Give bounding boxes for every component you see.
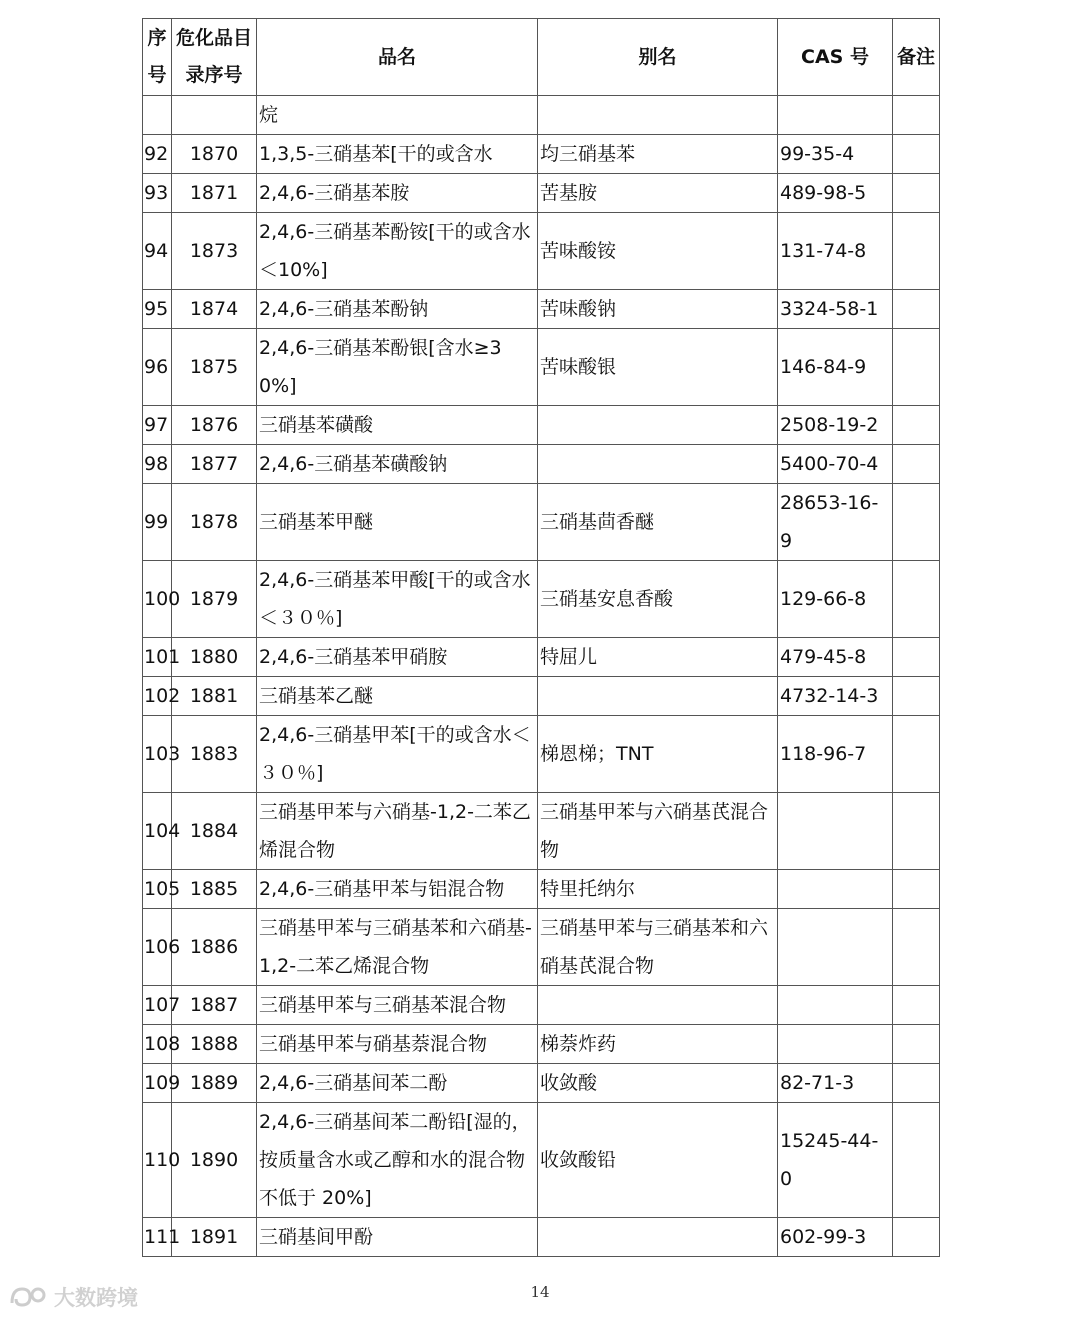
cell-note <box>893 329 940 406</box>
cell-alias: 苦味酸钠 <box>538 290 778 329</box>
cell-note <box>893 484 940 561</box>
cell-cas: 489-98-5 <box>778 174 893 213</box>
cell-name: 2,4,6-三硝基苯甲酸[干的或含水＜３０％] <box>257 561 538 638</box>
watermark <box>8 1282 138 1312</box>
cell-seq: 104 <box>143 793 172 870</box>
table-row <box>143 213 940 290</box>
cell-cas: 4732-14-3 <box>778 677 893 716</box>
table-row <box>143 909 940 986</box>
cell-alias: 梯萘炸药 <box>538 1025 778 1064</box>
cell-seq: 100 <box>143 561 172 638</box>
cell-name: 2,4,6-三硝基苯酚铵[干的或含水＜10%] <box>257 213 538 290</box>
cell-cas: 118-96-7 <box>778 716 893 793</box>
cell-seq: 110 <box>143 1103 172 1218</box>
cell-alias: 特屈儿 <box>538 638 778 677</box>
cell-name: 三硝基苯甲醚 <box>257 484 538 561</box>
table-row <box>143 174 940 213</box>
cell-cas <box>778 870 893 909</box>
cell-seq: 92 <box>143 135 172 174</box>
cell-note <box>893 1064 940 1103</box>
cell-catalog-code: 1890 <box>172 1103 257 1218</box>
cell-seq: 105 <box>143 870 172 909</box>
cell-catalog-code: 1876 <box>172 406 257 445</box>
cell-catalog-code: 1887 <box>172 986 257 1025</box>
cell-name: 2,4,6-三硝基甲苯[干的或含水＜３０％] <box>257 716 538 793</box>
cell-alias <box>538 406 778 445</box>
cell-note <box>893 909 940 986</box>
cell-name: 三硝基甲苯与硝基萘混合物 <box>257 1025 538 1064</box>
header-name: 品名 <box>257 19 538 96</box>
cell-name: 2,4,6-三硝基间苯二酚铅[湿的，按质量含水或乙醇和水的混合物不低于 20%] <box>257 1103 538 1218</box>
cell-catalog-code: 1874 <box>172 290 257 329</box>
cell-catalog-code: 1871 <box>172 174 257 213</box>
cell-seq: 103 <box>143 716 172 793</box>
cell-alias: 三硝基甲苯与六硝基芪混合物 <box>538 793 778 870</box>
cell-name: 2,4,6-三硝基间苯二酚 <box>257 1064 538 1103</box>
table-row <box>143 793 940 870</box>
cell-note <box>893 135 940 174</box>
cell-seq: 101 <box>143 638 172 677</box>
cell-name: 2,4,6-三硝基甲苯与铝混合物 <box>257 870 538 909</box>
cell-note <box>893 1025 940 1064</box>
cell-cas: 99-35-4 <box>778 135 893 174</box>
cell-note <box>893 870 940 909</box>
cell-alias: 收敛酸铅 <box>538 1103 778 1218</box>
table-row <box>143 96 940 135</box>
table-row <box>143 290 940 329</box>
cell-alias: 三硝基茴香醚 <box>538 484 778 561</box>
cell-alias: 苦味酸银 <box>538 329 778 406</box>
cell-cas: 129-66-8 <box>778 561 893 638</box>
cell-catalog-code: 1883 <box>172 716 257 793</box>
cell-seq: 94 <box>143 213 172 290</box>
cell-seq: 109 <box>143 1064 172 1103</box>
cell-catalog-code <box>172 96 257 135</box>
header-alias: 别名 <box>538 19 778 96</box>
cell-cas <box>778 909 893 986</box>
cell-seq: 97 <box>143 406 172 445</box>
table-row <box>143 677 940 716</box>
cell-name: 三硝基间甲酚 <box>257 1218 538 1257</box>
cell-catalog-code: 1891 <box>172 1218 257 1257</box>
cell-catalog-code: 1877 <box>172 445 257 484</box>
cell-note <box>893 1218 940 1257</box>
watermark-logo-icon <box>8 1283 50 1311</box>
table-row <box>143 329 940 406</box>
cell-seq: 99 <box>143 484 172 561</box>
cell-catalog-code: 1888 <box>172 1025 257 1064</box>
header-cas: CAS 号 <box>778 19 893 96</box>
cell-cas: 602-99-3 <box>778 1218 893 1257</box>
cell-note <box>893 290 940 329</box>
cell-note <box>893 793 940 870</box>
cell-name: 2,4,6-三硝基苯磺酸钠 <box>257 445 538 484</box>
cell-note <box>893 716 940 793</box>
cell-note <box>893 445 940 484</box>
table-row <box>143 135 940 174</box>
cell-alias: 梯恩梯；TNT <box>538 716 778 793</box>
cell-catalog-code: 1889 <box>172 1064 257 1103</box>
header-seq: 序号 <box>143 19 172 96</box>
table-row <box>143 445 940 484</box>
cell-cas <box>778 986 893 1025</box>
watermark-text: 大数跨境 <box>54 1286 138 1310</box>
cell-seq: 108 <box>143 1025 172 1064</box>
cell-seq: 107 <box>143 986 172 1025</box>
cell-cas: 479-45-8 <box>778 638 893 677</box>
cell-name: 1,3,5-三硝基苯[干的或含水 <box>257 135 538 174</box>
cell-cas: 2508-19-2 <box>778 406 893 445</box>
cell-seq: 95 <box>143 290 172 329</box>
chemical-list-table-container <box>142 18 940 1257</box>
cell-cas: 15245-44-0 <box>778 1103 893 1218</box>
table-row <box>143 986 940 1025</box>
cell-catalog-code: 1873 <box>172 213 257 290</box>
cell-note <box>893 213 940 290</box>
cell-alias: 三硝基安息香酸 <box>538 561 778 638</box>
cell-alias <box>538 96 778 135</box>
cell-name: 烷 <box>257 96 538 135</box>
table-row <box>143 638 940 677</box>
page-number: 14 <box>530 1283 550 1301</box>
cell-note <box>893 406 940 445</box>
cell-alias <box>538 986 778 1025</box>
cell-catalog-code: 1870 <box>172 135 257 174</box>
cell-name: 三硝基甲苯与三硝基苯混合物 <box>257 986 538 1025</box>
cell-alias <box>538 677 778 716</box>
cell-seq: 93 <box>143 174 172 213</box>
cell-catalog-code: 1886 <box>172 909 257 986</box>
cell-alias: 特里托纳尔 <box>538 870 778 909</box>
cell-note <box>893 1103 940 1218</box>
cell-cas: 82-71-3 <box>778 1064 893 1103</box>
cell-cas: 146-84-9 <box>778 329 893 406</box>
cell-name: 三硝基甲苯与三硝基苯和六硝基-1,2-二苯乙烯混合物 <box>257 909 538 986</box>
cell-cas <box>778 1025 893 1064</box>
cell-seq <box>143 96 172 135</box>
cell-name: 2,4,6-三硝基苯酚钠 <box>257 290 538 329</box>
cell-seq: 96 <box>143 329 172 406</box>
cell-note <box>893 638 940 677</box>
cell-alias: 均三硝基苯 <box>538 135 778 174</box>
header-catalog-code: 危化品目录序号 <box>172 19 257 96</box>
cell-cas: 5400-70-4 <box>778 445 893 484</box>
cell-note <box>893 986 940 1025</box>
cell-catalog-code: 1875 <box>172 329 257 406</box>
cell-name: 三硝基甲苯与六硝基-1,2-二苯乙烯混合物 <box>257 793 538 870</box>
cell-cas: 28653-16-9 <box>778 484 893 561</box>
cell-note <box>893 174 940 213</box>
cell-alias: 三硝基甲苯与三硝基苯和六硝基芪混合物 <box>538 909 778 986</box>
cell-catalog-code: 1884 <box>172 793 257 870</box>
cell-name: 2,4,6-三硝基苯甲硝胺 <box>257 638 538 677</box>
cell-seq: 106 <box>143 909 172 986</box>
table-row <box>143 716 940 793</box>
table-row <box>143 1064 940 1103</box>
cell-cas: 3324-58-1 <box>778 290 893 329</box>
cell-name: 三硝基苯乙醚 <box>257 677 538 716</box>
header-note: 备注 <box>893 19 940 96</box>
cell-catalog-code: 1879 <box>172 561 257 638</box>
cell-name: 2,4,6-三硝基苯胺 <box>257 174 538 213</box>
cell-catalog-code: 1881 <box>172 677 257 716</box>
cell-seq: 111 <box>143 1218 172 1257</box>
cell-cas <box>778 96 893 135</box>
table-row <box>143 484 940 561</box>
cell-cas: 131-74-8 <box>778 213 893 290</box>
cell-catalog-code: 1878 <box>172 484 257 561</box>
cell-alias <box>538 1218 778 1257</box>
table-row <box>143 406 940 445</box>
cell-alias: 收敛酸 <box>538 1064 778 1103</box>
cell-note <box>893 677 940 716</box>
cell-alias <box>538 445 778 484</box>
table-body <box>143 96 940 1257</box>
cell-alias: 苦味酸铵 <box>538 213 778 290</box>
cell-name: 2,4,6-三硝基苯酚银[含水≥30%] <box>257 329 538 406</box>
cell-catalog-code: 1885 <box>172 870 257 909</box>
cell-seq: 102 <box>143 677 172 716</box>
cell-catalog-code: 1880 <box>172 638 257 677</box>
table-header-row <box>143 19 940 96</box>
table-row <box>143 561 940 638</box>
table-row <box>143 870 940 909</box>
chemical-list-table <box>142 18 940 1257</box>
cell-cas <box>778 793 893 870</box>
cell-alias: 苦基胺 <box>538 174 778 213</box>
table-row <box>143 1025 940 1064</box>
table-row <box>143 1218 940 1257</box>
table-row <box>143 1103 940 1218</box>
cell-seq: 98 <box>143 445 172 484</box>
cell-name: 三硝基苯磺酸 <box>257 406 538 445</box>
cell-note <box>893 561 940 638</box>
cell-note <box>893 96 940 135</box>
